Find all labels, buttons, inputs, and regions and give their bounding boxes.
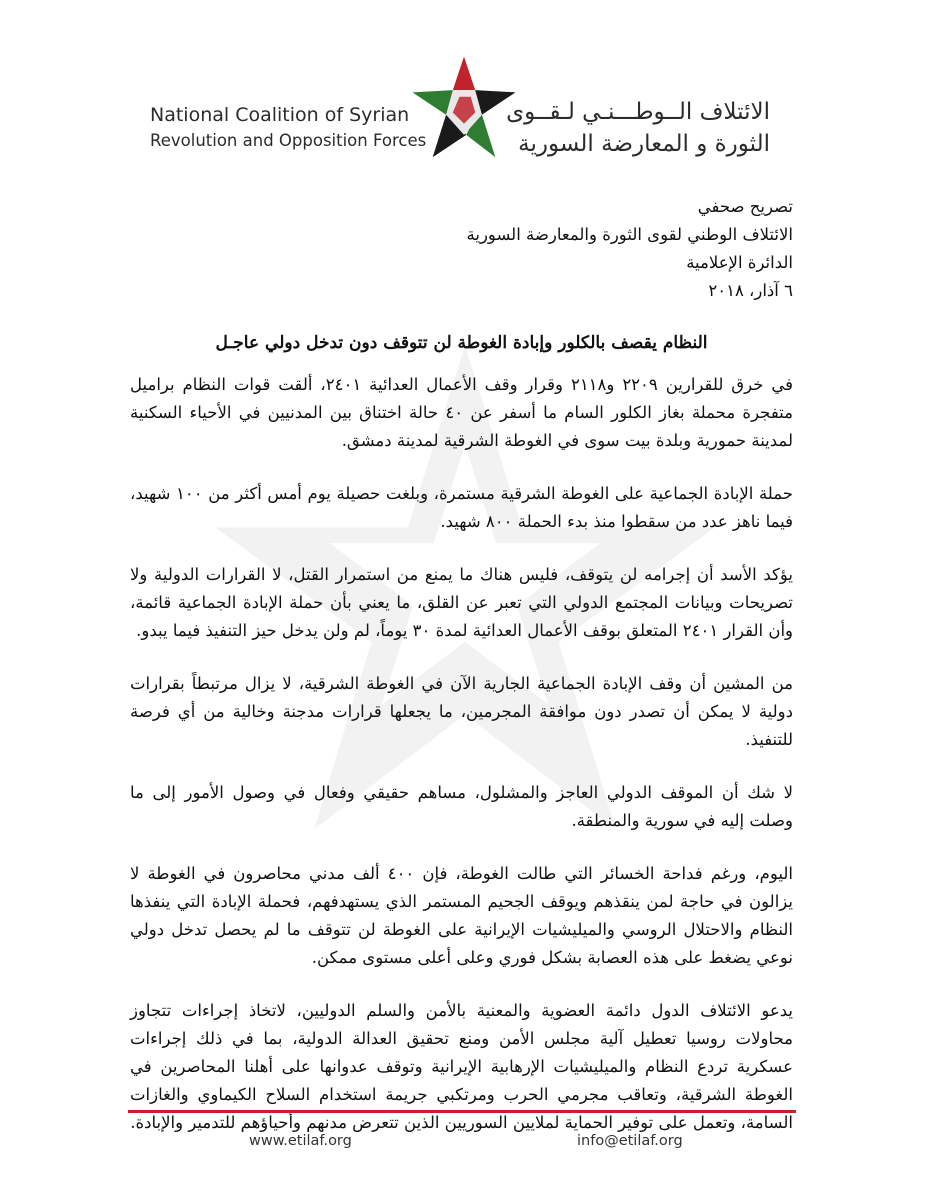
org-name-ar-line2: الثورة و المعارضة السورية bbox=[518, 131, 770, 157]
org-name-arabic bbox=[506, 96, 770, 160]
paragraph-4: من المشين أن وقف الإبادة الجماعية الجارية الآن في الغوطة الشرقية، لا يزال مرتبطاً بقرارات دولية لا يمكن أن تصدر دون موافقة المجرمين، ما يجعلها قرارات مدجنة وخالية من أي فرصة للتنفيذ. bbox=[130, 674, 793, 749]
doc-type: تصريح صحفي bbox=[697, 197, 793, 216]
org-name-english bbox=[150, 102, 426, 154]
paragraph-6: اليوم، ورغم فداحة الخسائر التي طالت الغوطة، فإن ٤٠٠ ألف مدني محاصرون في الغوطة لا يزالون في حاجة لمن ينقذهم ويوقف الجحيم المستمر الذي يستهدفهم، فحملة الإبادة التي ينفذها النظام والاحتلال الروسي والميليشيات الإيرانية على الغوطة لن تتوقف ما لم يحصل تدخل دولي نوعي يضغط على هذه العصابة بشكل فوري وعلى أعلى مستوى ممكن. bbox=[130, 864, 793, 967]
paragraph-2: حملة الإبادة الجماعية على الغوطة الشرقية مستمرة، وبلغت حصيلة يوم أمس أكثر من ١٠٠ شهيد، فيما ناهز عدد من سقطوا منذ بدء الحملة ٨٠٠ شهيد. bbox=[130, 484, 793, 531]
document-title: النظام يقصف بالكلور وإبادة الغوطة لن تتوقف دون تدخل دولي عاجـل bbox=[215, 333, 708, 353]
document-meta bbox=[130, 193, 793, 305]
org-name-en-line2: Revolution and Opposition Forces bbox=[150, 131, 427, 150]
press-release-body bbox=[130, 193, 793, 1162]
footer-divider bbox=[128, 1110, 796, 1113]
paragraph-7: يدعو الائتلاف الدول دائمة العضوية والمعنية بالأمن والسلم الدوليين، لاتخاذ إجراءات تتجاوز محاولات روسيا تعطيل آلية مجلس الأمن ومنع تحقيق العدالة الدولية، بما في ذلك إجراءات عسكرية تردع النظام والميليشيات الإرهابية الإيرانية وتوقف عدوانها على أهلنا المحاصرين في الغوطة الشرقية، وتعاقب مجرمي الحرب ومرتكبي جريمة استخدام السلاح الكيماوي والغازات السامة، وتعمل على توفير الحماية لملايين السوريين الذين تتعرض مدنهم وأحياؤهم للتدمير والإبادة. bbox=[130, 1001, 793, 1132]
org-name-en-line1: National Coalition of Syrian bbox=[150, 104, 410, 126]
letterhead bbox=[0, 0, 925, 180]
department: الدائرة الإعلامية bbox=[686, 253, 793, 272]
star-logo-icon bbox=[408, 52, 520, 164]
paragraph-3: يؤكد الأسد أن إجرامه لن يتوقف، فليس هناك ما يمنع من استمرار القتل، لا القرارات الدولية ولا تصريحات وبيانات المجتمع الدولي التي تعبر عن القلق، ما يعني بأن حملة الإبادة الجماعية قائمة، وأن القرار ٢٤٠١ المتعلق بوقف الأعمال العدائية لمدة ٣٠ يوماً، لم ولن يدخل حيز التنفيذ فيما يبدو. bbox=[130, 565, 793, 640]
footer-email: info@etilaf.org bbox=[577, 1133, 683, 1149]
doc-date: ٦ آذار، ٢٠١٨ bbox=[708, 281, 793, 300]
org-name-ar-line1: الائتلاف الــوطـــنـي لـقــوى bbox=[506, 99, 770, 125]
issuing-org: الائتلاف الوطني لقوى الثورة والمعارضة السورية bbox=[466, 225, 793, 244]
footer-website: www.etilaf.org bbox=[249, 1133, 352, 1149]
paragraph-5: لا شك أن الموقف الدولي العاجز والمشلول، مساهم حقيقي وفعال في وصول الأمور إلى ما وصلت إليه في سورية والمنطقة. bbox=[130, 783, 793, 830]
paragraph-1: في خرق للقرارين ٢٢٠٩ و٢١١٨ وقرار وقف الأعمال العدائية ٢٤٠١، ألقت قوات النظام براميل متفجرة محملة بغاز الكلور السام ما أسفر عن ٤٠ حالة اختناق بين المدنيين في الأحياء السكنية لمدينة حمورية وبلدة بيت سوى في الغوطة الشرقية لمدينة دمشق. bbox=[130, 375, 793, 450]
